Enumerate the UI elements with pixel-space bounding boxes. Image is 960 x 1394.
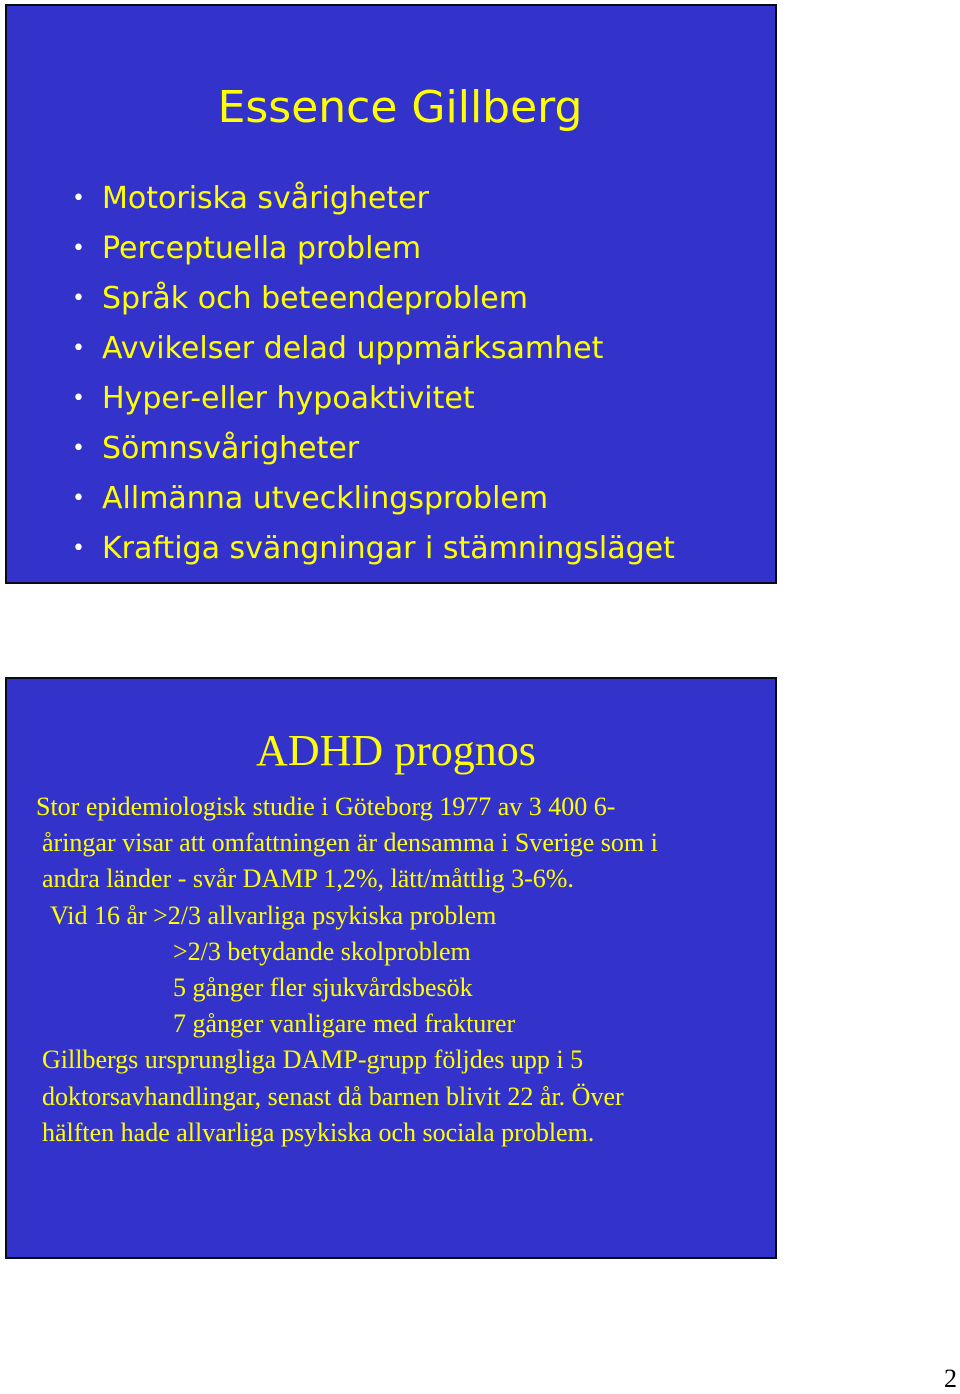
slide-adhd-prognos <box>5 677 777 1259</box>
list-item <box>72 374 675 424</box>
bullet-list <box>72 174 675 574</box>
list-item-text: Allmänna utvecklingsproblem <box>102 481 549 516</box>
page-number: 2 <box>944 1364 957 1393</box>
bullet-icon: • <box>72 536 85 561</box>
list-item-text: Perceptuella problem <box>102 231 422 266</box>
body-line: Stor epidemiologisk studie i Göteborg 1977 av 3 400 6- <box>36 792 616 821</box>
bullet-icon: • <box>72 386 85 411</box>
body-line: hälften hade allvarliga psykiska och sociala problem. <box>42 1117 595 1147</box>
body-line: åringar visar att omfattningen är densamma i Sverige som i <box>42 828 658 858</box>
list-item <box>72 174 675 224</box>
bullet-icon: • <box>72 236 85 261</box>
slide-essence-gillberg <box>5 4 777 584</box>
body-line: Vid 16 år >2/3 allvarliga psykiska problem <box>50 900 497 930</box>
body-line: 7 gånger vanligare med frakturer <box>173 1009 516 1039</box>
list-item <box>72 474 675 524</box>
bullet-icon: • <box>72 186 85 211</box>
list-item <box>72 324 675 374</box>
list-item-text: Sömnsvårigheter <box>102 431 360 466</box>
list-item-text: Motoriska svårigheter <box>102 181 429 216</box>
body-line: 5 gånger fler sjukvårdsbesök <box>173 972 473 1002</box>
bullet-icon: • <box>72 336 85 361</box>
body-line: andra länder - svår DAMP 1,2%, lätt/måttlig 3-6%. <box>42 864 574 894</box>
bullet-icon: • <box>72 436 85 461</box>
slide-title: Essence Gillberg <box>217 82 583 133</box>
body-line: >2/3 betydande skolproblem <box>173 936 471 966</box>
body-line: Gillbergs ursprungliga DAMP-grupp följdes upp i 5 <box>42 1045 584 1075</box>
list-item-text: Hyper-eller hypoaktivitet <box>102 381 475 416</box>
list-item <box>72 424 675 474</box>
list-item <box>72 224 675 274</box>
list-item <box>72 524 675 574</box>
body-line: doktorsavhandlingar, senast då barnen blivit 22 år. Över <box>42 1081 624 1111</box>
list-item-text: Avvikelser delad uppmärksamhet <box>102 331 604 366</box>
list-item <box>72 274 675 324</box>
slide-body <box>7 789 775 1151</box>
bullet-icon: • <box>72 486 85 511</box>
list-item-text: Språk och beteendeproblem <box>102 281 528 316</box>
bullet-icon: • <box>72 286 85 311</box>
list-item-text: Kraftiga svängningar i stämningsläget <box>102 531 675 566</box>
slide-title: ADHD prognos <box>256 726 536 775</box>
